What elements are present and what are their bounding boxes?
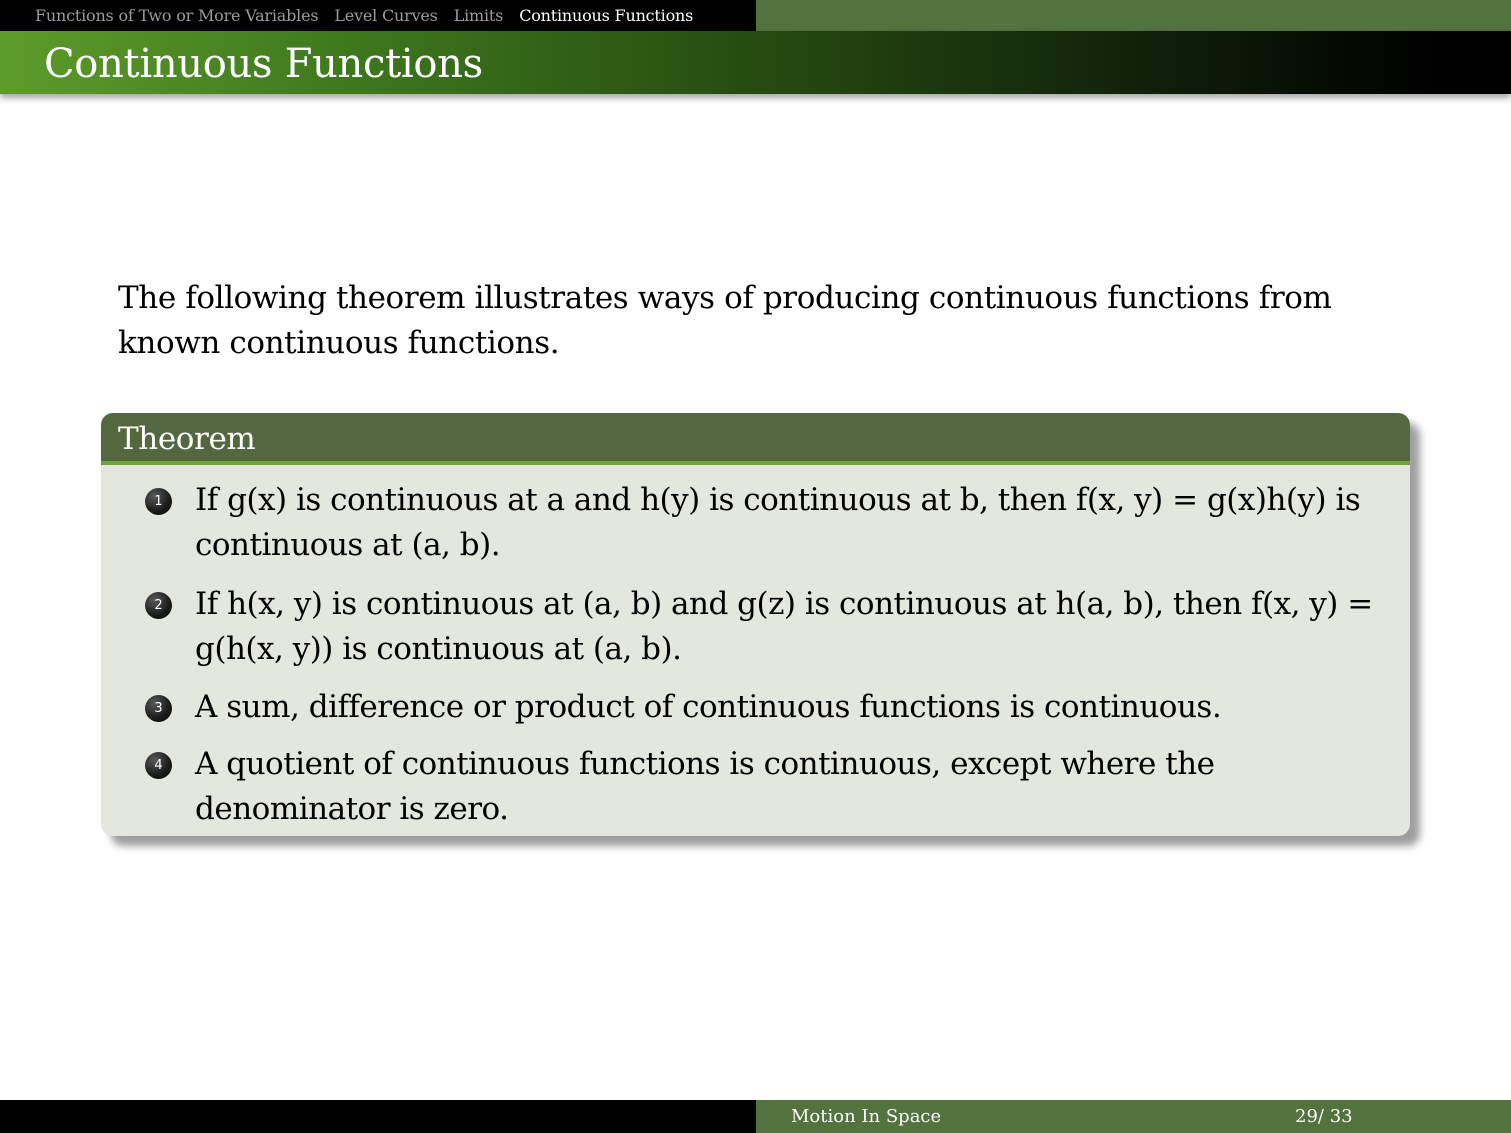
item-number-badge: 2 (145, 592, 172, 619)
theorem-item-4 (154, 742, 1395, 832)
presentation-title: Motion In Space (791, 1106, 942, 1127)
theorem-item-3 (154, 685, 1395, 730)
nav-section-level-curves[interactable]: Level Curves (334, 6, 438, 25)
theorem-block (101, 413, 1410, 836)
frame-title-bar (0, 31, 1511, 94)
item-number-badge: 1 (145, 488, 172, 515)
footer-left-filler (0, 1100, 756, 1133)
section-navigation (0, 0, 756, 31)
nav-section-continuous-functions[interactable]: Continuous Functions (519, 6, 694, 25)
theorem-item-text: If g(x) is continuous at a and h(y) is continuous at b, then f(x, y) = g(x)h(y) is continuous at (a, b). (195, 482, 1361, 563)
theorem-item-text: A sum, difference or product of continuous functions is continuous. (195, 689, 1222, 725)
navigation-bar-filler (756, 0, 1511, 31)
item-number-badge: 3 (145, 695, 172, 722)
theorem-title: Theorem (118, 421, 256, 457)
theorem-item-text: A quotient of continuous functions is continuous, except where the denominator is zero. (195, 746, 1215, 827)
frame-title: Continuous Functions (44, 41, 483, 87)
nav-section-functions-of-two-or-more-variables[interactable]: Functions of Two or More Variables (35, 6, 319, 25)
theorem-item-2 (154, 582, 1395, 672)
footer-info (756, 1100, 1511, 1133)
intro-paragraph: The following theorem illustrates ways of producing continuous functions from known continuous functions. (118, 280, 1332, 361)
theorem-item-1 (154, 478, 1395, 568)
item-number-badge: 4 (145, 752, 172, 779)
page-number: 29/ 33 (1295, 1106, 1353, 1127)
section-navigation-bar (0, 0, 1511, 31)
footer-bar (0, 1100, 1511, 1133)
theorem-item-text: If h(x, y) is continuous at (a, b) and g(z) is continuous at h(a, b), then f(x, y) = g(h(x, y)) is continuous at (a, b). (195, 586, 1373, 667)
nav-section-limits[interactable]: Limits (453, 6, 504, 25)
theorem-header (101, 413, 1410, 465)
